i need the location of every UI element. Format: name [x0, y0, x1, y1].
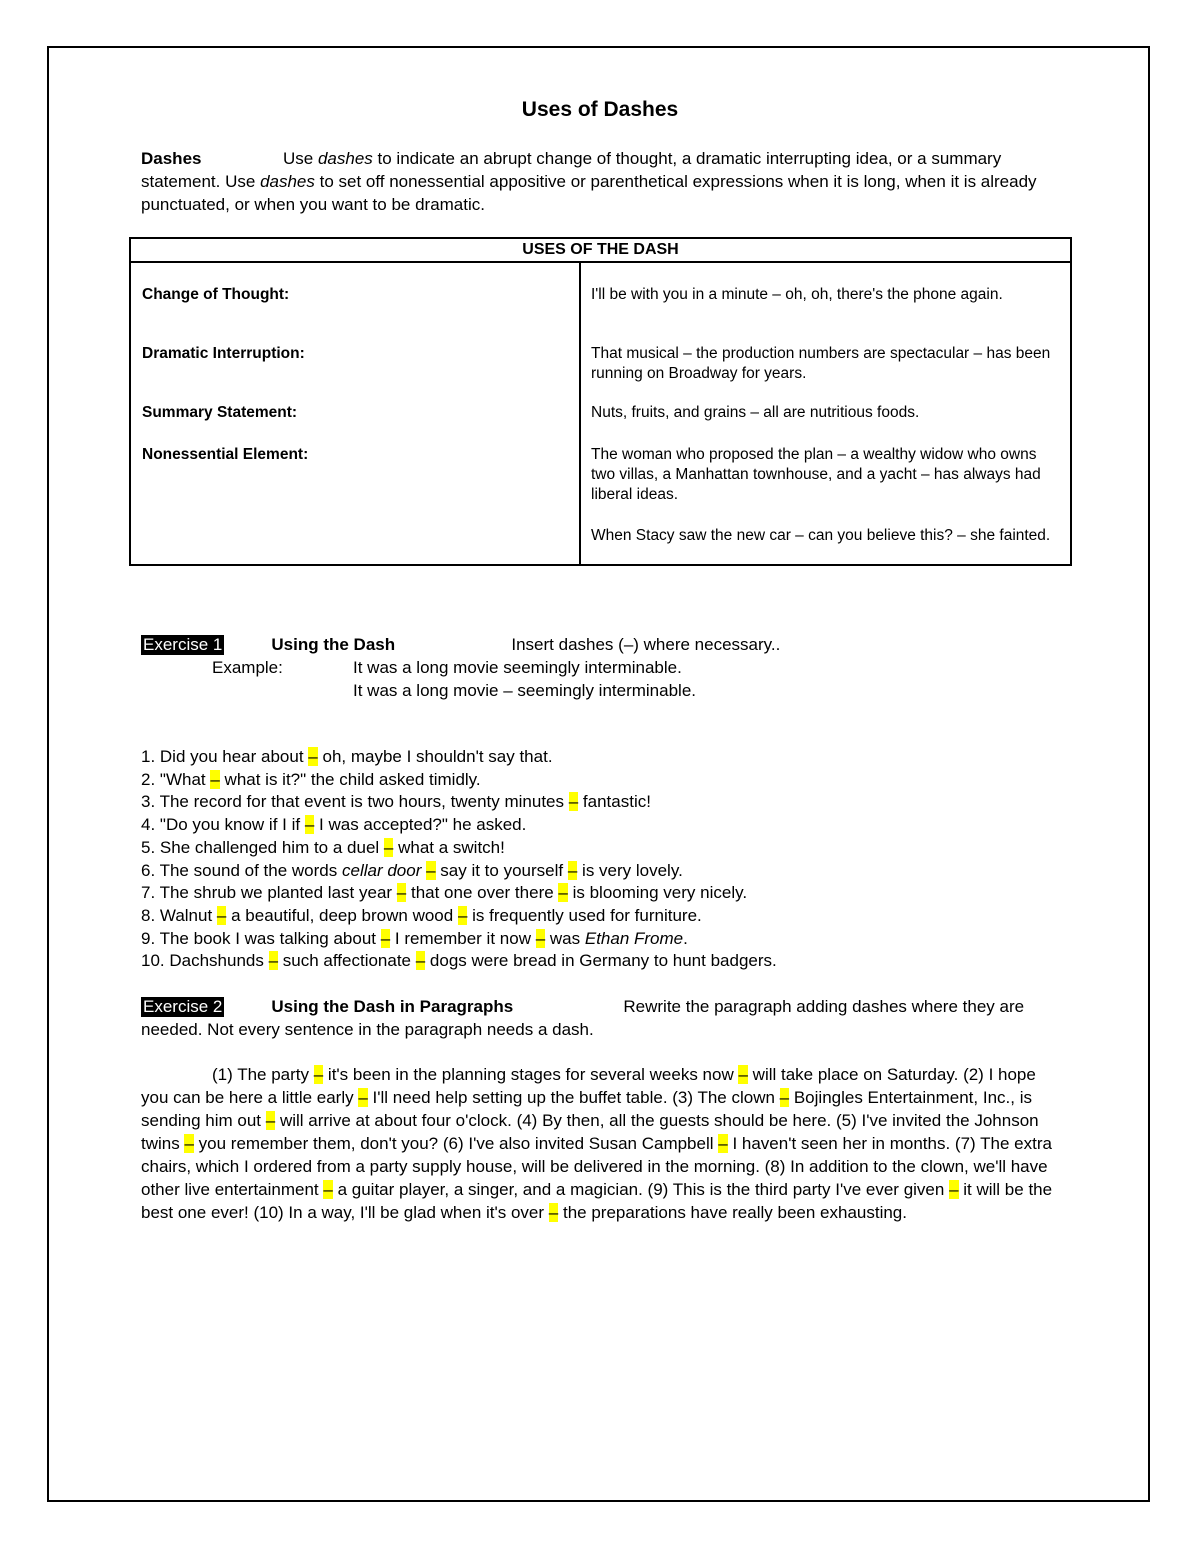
dash-highlight: – [548, 1203, 559, 1222]
sentence-text: Walnut [159, 905, 217, 925]
exercise-item [141, 814, 1061, 837]
label-summary-statement: Summary Statement: [142, 404, 298, 421]
dash-highlight: – [216, 905, 227, 925]
sentence-text: is blooming very nicely. [567, 883, 748, 903]
sentence-text: "Do you know if I if [159, 815, 305, 835]
example-before: It was a long movie seemingly interminable. [353, 658, 682, 677]
sentence-text: what is it?" the child asked timidly. [219, 769, 481, 789]
paragraph-text: I haven't seen her in months. (7) The extra chairs, which I ordered from a party supply house, will be delivered in the morning. (8) In addition to the clown, we'll have other live entertainment [141, 1134, 1052, 1199]
uses-table-header: USES OF THE DASH [130, 238, 1071, 262]
sentence-text: Dachshunds [169, 951, 269, 971]
exercise-2-instruction: Rewrite the paragraph adding dashes where they are needed. Not every sentence in the paragraph needs a dash. [141, 997, 1025, 1039]
dash-highlight: – [718, 1134, 728, 1153]
paragraph-text: you remember them, don't you? (6) I've also invited Susan Campbell [193, 1134, 719, 1153]
dash-highlight: – [323, 1180, 333, 1199]
sentence-text: is frequently used for furniture. [467, 905, 702, 925]
italic-title: Ethan Frome [584, 928, 684, 948]
exercise-item-number: 8. [141, 905, 160, 925]
dash-highlight: – [535, 928, 546, 948]
exercise-item [141, 860, 1061, 883]
exercise-item [141, 928, 1061, 951]
intro-italic-1: dashes [317, 149, 373, 168]
paragraph-text: I'll need help setting up the buffet table. (3) The clown [367, 1088, 780, 1107]
exercise-item-number: 5. [141, 837, 160, 857]
dash-highlight: – [558, 883, 568, 903]
exercise-item [141, 837, 1061, 860]
sentence-text: such affectionate [278, 951, 416, 971]
sentence-text: was [545, 928, 585, 948]
label-change-of-thought: Change of Thought: [142, 286, 290, 303]
sentence-text: oh, maybe I shouldn't say that. [317, 747, 553, 766]
dash-highlight: – [567, 860, 578, 880]
exercise-item [141, 950, 1061, 973]
intro-text-1: Use [283, 149, 318, 168]
exercise-1-heading: Using the Dash [271, 635, 396, 654]
exercise-item-number: 1. [141, 747, 160, 766]
exercise-item-number: 10. [141, 951, 170, 971]
exercise-item-number: 6. [141, 860, 160, 880]
exercise-item [141, 746, 1061, 769]
exercise-1-list [141, 746, 1061, 973]
italic-title: cellar door [341, 860, 422, 880]
dash-highlight: – [738, 1065, 748, 1084]
dash-highlight: – [265, 1111, 276, 1130]
example-nonessential-element-2: When Stacy saw the new car – can you believe this? – she fainted. [591, 527, 1051, 544]
paragraph-text: Bojingles Entertainment, Inc., is sending him out [141, 1088, 1032, 1130]
sentence-text: "What [159, 769, 211, 789]
example-change-of-thought: I'll be with you in a minute – oh, oh, there's the phone again. [591, 286, 1003, 303]
sentence-text: a beautiful, deep brown wood [226, 905, 458, 925]
dash-highlight: – [184, 1134, 194, 1153]
sentence-text: She challenged him to a duel [159, 837, 384, 857]
intro-paragraph [141, 147, 1061, 216]
dash-highlight: – [426, 860, 436, 880]
sentence-text: say it to yourself [435, 860, 568, 880]
sentence-text: I remember it now [390, 928, 536, 948]
intro-italic-2: dashes [260, 172, 315, 191]
paragraph-text: will take place on Saturday. (2) I hope you can be here a little early [141, 1065, 1036, 1107]
exercise-item-number: 3. [141, 792, 160, 812]
sentence-text: . [683, 928, 688, 948]
sentence-text: Did you hear about [159, 747, 309, 766]
exercise-item [141, 905, 1061, 928]
dash-highlight: – [358, 1088, 368, 1107]
exercise-1 [141, 633, 1061, 702]
exercise-2 [141, 995, 1061, 1041]
uses-table [129, 237, 1072, 566]
dash-highlight: – [457, 905, 468, 925]
dash-highlight: – [268, 951, 279, 971]
dash-highlight: – [383, 837, 394, 857]
paragraph-text: it will be the best one ever! (10) In a way, I'll be glad when it's over [141, 1180, 1053, 1222]
sentence-text: The record for that event is two hours, twenty minutes [159, 792, 569, 812]
sentence-text: I was accepted?" he asked. [314, 815, 527, 835]
paragraph-text: it's been in the planning stages for several weeks now [323, 1065, 739, 1084]
sentence-text: what a switch! [393, 837, 505, 857]
exercise-2-heading: Using the Dash in Paragraphs [271, 997, 514, 1016]
exercise-2-paragraph [141, 1063, 1061, 1224]
intro-term: Dashes [141, 149, 202, 168]
sentence-text: fantastic! [578, 792, 651, 812]
paragraph-text: the preparations have really been exhausting. [558, 1203, 907, 1222]
example-dramatic-interruption: That musical – the production numbers are spectacular – has been running on Broadway for years. [591, 345, 1051, 382]
intro-text-2: to indicate an abrupt change of thought, a dramatic interrupting idea, or a summary statement. Use [141, 149, 1002, 191]
example-label: Example: [212, 658, 283, 677]
dash-highlight: – [304, 815, 315, 835]
page-title: Uses of Dashes [521, 98, 679, 121]
paragraph-text: (1) The party [212, 1065, 314, 1084]
sentence-text: The sound of the words [159, 860, 342, 880]
exercise-item [141, 791, 1061, 814]
dash-highlight: – [210, 769, 220, 789]
labels-cell [130, 262, 580, 565]
dash-highlight: – [949, 1180, 959, 1199]
dash-highlight: – [313, 1065, 324, 1084]
dash-highlight: – [308, 747, 318, 766]
intro-text-3: to set off nonessential appositive or parenthetical expressions when it is long, when it is already punctuated, or when you want to be dramatic. [141, 172, 1037, 214]
exercise-item [141, 882, 1061, 905]
exercise-1-tag: Exercise 1 [143, 635, 223, 654]
dash-highlight: – [380, 928, 391, 948]
exercise-item-number: 7. [141, 883, 160, 903]
exercise-2-tag: Exercise 2 [143, 997, 223, 1016]
sentence-text: is very lovely. [577, 860, 683, 880]
example-summary-statement: Nuts, fruits, and grains – all are nutritious foods. [591, 404, 920, 421]
sentence-text: The shrub we planted last year [159, 883, 397, 903]
label-dramatic-interruption: Dramatic Interruption: [142, 345, 305, 362]
sentence-text: dogs were bread in Germany to hunt badgers. [425, 951, 777, 971]
paragraph-text: will arrive at about four o'clock. (4) By then, all the guests should be here. (5) I've invited the Johnson twins [141, 1111, 1039, 1153]
example-nonessential-element: The woman who proposed the plan – a wealthy widow who owns two villas, a Manhattan townhouse, and a yacht – has always had liberal ideas. [591, 446, 1041, 503]
exercise-item-number: 2. [141, 769, 160, 789]
sentence-text: The book I was talking about [159, 928, 381, 948]
example-after: It was a long movie – seemingly interminable. [353, 681, 696, 700]
dash-highlight: – [779, 1088, 790, 1107]
dash-highlight: – [568, 792, 579, 812]
paragraph-text: a guitar player, a singer, and a magician. (9) This is the third party I've ever given [332, 1180, 950, 1199]
dash-highlight: – [415, 951, 426, 971]
sentence-text: that one over there [406, 883, 559, 903]
exercise-item-number: 4. [141, 815, 160, 835]
exercise-1-instruction: Insert dashes (–) where necessary.. [511, 635, 781, 654]
exercise-item-number: 9. [141, 928, 160, 948]
examples-cell [580, 262, 1071, 565]
exercise-item [141, 769, 1061, 792]
dash-highlight: – [396, 883, 407, 903]
label-nonessential-element: Nonessential Element: [142, 446, 309, 463]
